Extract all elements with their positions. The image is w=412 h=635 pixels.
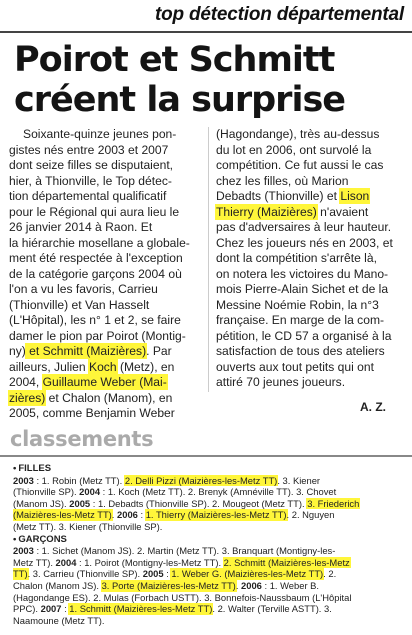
article-text: ailleurs, Julien xyxy=(9,359,89,374)
highlight-result: 1. Thierry (Maizières-les-Metz TT) xyxy=(145,509,287,521)
article-column-left xyxy=(9,127,199,422)
headline-line-2: créent la surprise xyxy=(14,80,346,120)
highlight-result: TT) xyxy=(13,568,28,580)
result-line xyxy=(13,568,398,580)
article-line: de la catégorie garçons 2004 où xyxy=(9,266,182,281)
result-text: : xyxy=(61,603,70,615)
result-text: : 1. Koch (Metz TT). 2. Brenyk (Amnéville TT). 3. Chovet xyxy=(100,486,337,498)
article-line: satisfaction de tous des ateliers xyxy=(216,344,385,358)
result-line xyxy=(13,557,398,569)
article-line: la hiérarchie mosellane a globale- xyxy=(9,235,190,250)
article-column-right xyxy=(216,127,402,391)
section-label: GARÇONS xyxy=(18,533,67,545)
result-line xyxy=(13,545,398,557)
article-line: attiré 70 jeunes joueurs. xyxy=(216,375,346,389)
result-line xyxy=(13,509,398,521)
result-text: . 2. xyxy=(323,568,337,580)
article-line: chez les filles, où Marion xyxy=(216,173,349,188)
article-line: Chez les joueurs nés en 2003, et xyxy=(216,235,393,250)
article-line: tion départemental qualificatif xyxy=(9,189,167,203)
article-line xyxy=(9,375,199,391)
result-line xyxy=(13,521,398,533)
article-line: dont la compétition s'arrête là, xyxy=(216,251,377,265)
result-text: . 2. Nguyen xyxy=(286,509,335,521)
article-line: Messine Noémie Robin, la n°3 xyxy=(216,297,379,312)
article-line: ment été respectée à l'exception xyxy=(9,251,183,265)
article-line: pour le Régional qui aura lieu le xyxy=(9,204,180,219)
article-line: ouverts aux tout petits qui ont xyxy=(216,359,374,374)
article-line: 26 janvier 2014 à Raon. Et xyxy=(9,220,153,234)
article-text: 2004, xyxy=(9,375,43,389)
result-line xyxy=(13,603,398,615)
result-text: (Metz TT). 3. Kiener (Thionville SP). xyxy=(13,520,163,532)
result-text: (Hagondange ES). 2. Mulas (Forbach USTT). 3. Bonnefois-Naussbaum (L'Hôpital xyxy=(13,591,352,603)
article-text: n'avaient xyxy=(316,204,369,219)
article-line xyxy=(9,360,199,376)
year-label: 2007 xyxy=(40,603,62,615)
article-line: 2005, comme Benjamin Weber xyxy=(9,406,175,420)
article-line: l'on a vu les favoris, Carrieu xyxy=(9,282,158,296)
highlight-result: (Maizières-les-Metz TT) xyxy=(13,509,112,521)
result-text: Chalon (Manom JS). xyxy=(13,579,102,591)
highlight-weber-cont: zières) xyxy=(9,390,46,405)
highlight-result: 2. Delli Pizzi (Maizières-les-Metz TT) xyxy=(124,474,278,486)
year-label: 2005 xyxy=(142,568,164,580)
article-line xyxy=(9,391,199,407)
highlight-result: 1. Weber G. (Maizières-les-Metz TT) xyxy=(171,568,324,580)
article-line: mois Pierre-Alain Sichet et de la xyxy=(216,282,389,296)
year-label: 2004 xyxy=(79,486,101,498)
highlight-result: 1. Schmitt (Maizières-les-Metz TT) xyxy=(69,603,213,615)
highlight-weber: Guillaume Weber (Mai- xyxy=(42,375,167,389)
classements-rule xyxy=(0,455,412,457)
bullet-icon: • xyxy=(13,533,17,545)
article-line: dont seize filles se disputaient, xyxy=(9,158,174,172)
article-text: ny) xyxy=(9,344,26,358)
classements-results xyxy=(13,462,398,626)
article-line xyxy=(216,205,402,221)
result-line xyxy=(13,475,398,487)
year-label: 2006 xyxy=(241,579,262,591)
section-label: FILLES xyxy=(18,463,52,474)
article-line: (Thionville) et Van Hasselt xyxy=(9,297,150,312)
section-filles xyxy=(13,463,398,475)
article-text: (Metz), en xyxy=(116,359,175,374)
article-text: et Chalon (Manom), en xyxy=(45,390,173,405)
article-line: (Hagondange), très au-dessus xyxy=(216,127,380,141)
result-text: PPC). xyxy=(13,603,41,615)
result-line xyxy=(13,498,398,510)
result-text: . 3. Carrieu (Thionville SP). xyxy=(27,568,143,580)
highlight-result: 3. Porte (Maizières-les-Metz TT) xyxy=(101,579,236,591)
result-text: . 2. Walter (Terville ASTT). 3. xyxy=(212,603,332,615)
highlight-result: 2. Schmitt (Maizières-les-Metz xyxy=(223,556,350,568)
result-text: . xyxy=(111,509,118,521)
article-line: (L'Hôpital), les n° 1 et 2, se faire xyxy=(9,313,181,327)
result-text: : xyxy=(163,568,172,580)
article-line: damer le pion par Poirot (Montig- xyxy=(9,328,186,343)
article-line: compétition. Ce fut aussi le cas xyxy=(216,158,384,172)
rubric-rule xyxy=(0,31,412,33)
article-line: on notera les victoires du Mano- xyxy=(216,266,389,281)
rubric-title: top détection départemental xyxy=(154,4,404,25)
article-signature: A. Z. xyxy=(360,400,386,414)
highlight-schmitt: et Schmitt (Maizières) xyxy=(25,344,147,358)
result-text: : 1. Debadts (Thionville SP). 2. Mougeot (Metz TT). xyxy=(90,497,308,509)
highlight-koch: Koch xyxy=(89,359,117,374)
result-text: : 1. Weber B. xyxy=(261,579,320,591)
section-rubric xyxy=(0,0,412,30)
result-line xyxy=(13,615,398,627)
article-line: hier, à Thionville, le Top détec- xyxy=(9,173,172,188)
highlight-lison: Lison xyxy=(340,189,370,203)
article-line: gistes nés entre 2003 et 2007 xyxy=(9,142,169,157)
bullet-icon: • xyxy=(13,463,17,474)
section-garcons xyxy=(13,534,398,546)
year-label: 2003 xyxy=(13,474,34,486)
highlight-thierry: Thierry (Maizières) xyxy=(216,204,317,219)
classements-title: classements xyxy=(10,427,154,451)
column-divider xyxy=(208,127,209,392)
article-text: Debadts (Thionville) et xyxy=(216,189,341,203)
article-line: pas d'adversaires à leur hauteur. xyxy=(216,220,392,234)
headline xyxy=(14,40,409,120)
result-line xyxy=(13,580,398,592)
result-text: Naamoune (Metz TT). xyxy=(13,614,105,626)
article-text: . Par xyxy=(146,344,172,358)
article-line: française. En marge de la com- xyxy=(216,313,385,327)
result-text: (Thionville SP). xyxy=(13,486,80,498)
result-text: : 1. Sichet (Manom JS). 2. Martin (Metz TT). 3. Branquart (Montigny-les- xyxy=(33,545,336,557)
result-line xyxy=(13,486,398,498)
year-label: 2003 xyxy=(13,545,34,557)
result-text: : 1. Robin (Metz TT). xyxy=(33,474,125,486)
highlight-result: 3. Friederich xyxy=(307,497,360,509)
result-text: : xyxy=(137,509,146,521)
year-label: 2005 xyxy=(69,497,91,509)
headline-line-1: Poirot et Schmitt xyxy=(14,40,335,80)
article-line: du lot en 2006, ont survolé la xyxy=(216,142,372,157)
article-line: Soixante-quinze jeunes pon- xyxy=(23,127,177,141)
result-line xyxy=(13,592,398,604)
result-text: (Manom JS). xyxy=(13,497,70,509)
article-line xyxy=(216,189,402,205)
result-text: : 1. Poirot (Montigny-les-Metz TT). xyxy=(76,556,224,568)
article-line xyxy=(9,344,199,360)
year-label: 2004 xyxy=(55,556,77,568)
result-text: Metz TT). xyxy=(13,556,56,568)
year-label: 2006 xyxy=(117,509,138,521)
result-text: . xyxy=(235,579,242,591)
article-line: pétition, le CD 57 a organisé à la xyxy=(216,328,392,343)
result-text: . 3. Kiener xyxy=(277,474,321,486)
